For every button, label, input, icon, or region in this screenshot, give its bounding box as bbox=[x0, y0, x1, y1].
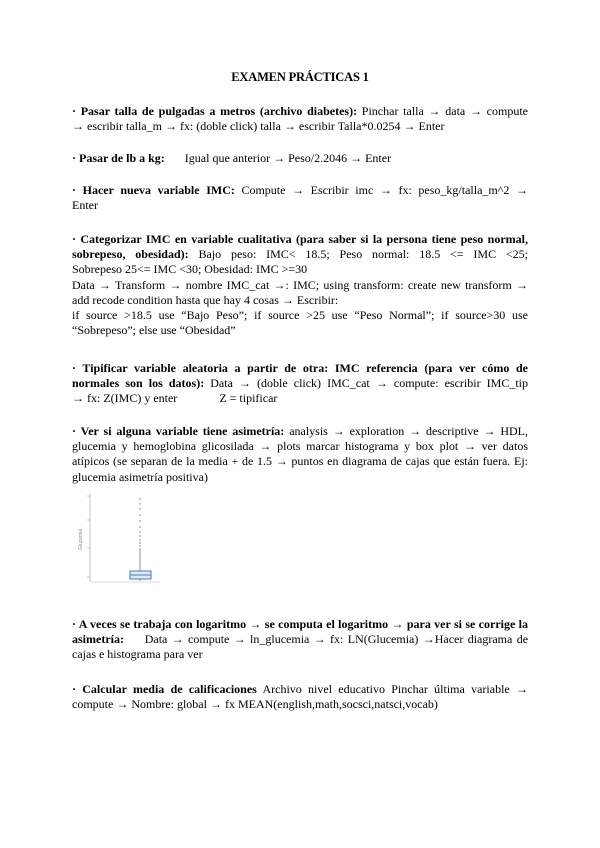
item-body: Compute → Escribir imc → fx: peso_kg/talla_m^2 → bbox=[241, 183, 528, 197]
item-heading: · Pasar talla de pulgadas a metros (archivo diabetes): bbox=[72, 104, 358, 118]
item-body: Data → Transform → nombre IMC_cat →: IMC; using transform: create new transform → bbox=[72, 277, 528, 292]
item-body: Bajo peso: IMC< 18.5; Peso normal: 18.5 <= IMC <25; bbox=[198, 247, 529, 262]
item-heading: · Categorizar IMC en variable cualitativa (para saber si la persona tiene peso normal, bbox=[72, 232, 528, 246]
item-body: cajas e histograma para ver bbox=[72, 647, 203, 662]
item-body: Igual que anterior → Peso/2.2046 → Enter bbox=[184, 151, 392, 165]
item-body: Data → (doble click) IMC_cat → compute: escribir IMC_tip bbox=[210, 376, 528, 391]
item-nueva-variable-imc bbox=[72, 183, 528, 213]
item-heading: · Hacer nueva variable IMC: bbox=[72, 183, 235, 197]
item-body: → escribir talla_m → fx: (doble click) talla → escribir Talla*0.0254 → Enter bbox=[72, 119, 445, 134]
item-lb-a-kg bbox=[72, 151, 528, 166]
item-body: Archivo nivel educativo bbox=[262, 682, 385, 696]
item-logaritmo bbox=[72, 617, 528, 663]
item-pulgadas-a-metros bbox=[72, 104, 528, 134]
item-body: if source >25 use “Peso Normal”; bbox=[254, 308, 435, 323]
page-title: EXAMEN PRÁCTICAS 1 bbox=[231, 70, 369, 84]
item-heading: · Calcular media de calificaciones bbox=[72, 682, 257, 696]
item-body: if source>30 use bbox=[441, 308, 529, 323]
item-categorizar-imc bbox=[72, 232, 528, 338]
item-body: Enter bbox=[72, 198, 98, 213]
item-body: “Sobrepeso”; else use “Obesidad” bbox=[72, 323, 236, 338]
item-heading: asimetría: bbox=[72, 632, 124, 647]
item-body: analysis → exploration → descriptive → HDL, bbox=[289, 424, 529, 438]
y-axis-label: Glucemia bbox=[78, 528, 84, 550]
item-body: → fx: Z(IMC) y enter bbox=[72, 391, 178, 406]
item-media-calificaciones bbox=[72, 682, 528, 712]
item-heading: · Tipificar variable aleatoria a partir de otra: IMC referencia (para ver cómo de bbox=[72, 361, 528, 375]
item-heading: · A veces se trabaja con logaritmo → se computa el logaritmo → para ver si se corrige la bbox=[72, 617, 528, 631]
item-body: compute → Nombre: global → fx MEAN(english,math,socsci,natsci,vocab) bbox=[72, 697, 438, 712]
item-body: glucemia y hemoglobina glicosilada → plots marcar histograma y box plot → ver datos bbox=[72, 439, 528, 454]
item-body: if source >18.5 use “Bajo Peso”; bbox=[72, 308, 248, 323]
item-heading: sobrepeso, obesidad): bbox=[72, 247, 189, 262]
item-heading: · Pasar de lb a kg: bbox=[72, 151, 165, 165]
item-heading: · Ver si alguna variable tiene asimetría: bbox=[72, 424, 285, 438]
item-tipificar-variable bbox=[72, 361, 528, 407]
outlier-points bbox=[139, 498, 140, 567]
item-heading: normales son los datos): bbox=[72, 376, 205, 391]
item-asimetria bbox=[72, 424, 528, 485]
item-body: Sobrepeso 25<= IMC <30; Obesidad: IMC >=30 bbox=[72, 262, 308, 277]
item-body: Pinchar talla → data → compute bbox=[361, 104, 528, 118]
item-body: glucemia asimetría positiva) bbox=[72, 469, 208, 484]
item-body: Data → compute → ln_glucemia → fx: LN(Glucemia) →Hacer diagrama de bbox=[144, 632, 529, 647]
boxplot-svg bbox=[72, 490, 162, 585]
item-body: atípicos (se separan de la media + de 1.5 → puntos en diagrama de cajas que están fuera. Ej: bbox=[72, 454, 528, 469]
item-body: Z = tipificar bbox=[219, 391, 278, 406]
item-body: Pinchar última variable → bbox=[391, 682, 529, 696]
item-body: add recode condition hasta que hay 4 cosas → Escribir: bbox=[72, 292, 339, 307]
boxplot-figure bbox=[72, 490, 162, 585]
